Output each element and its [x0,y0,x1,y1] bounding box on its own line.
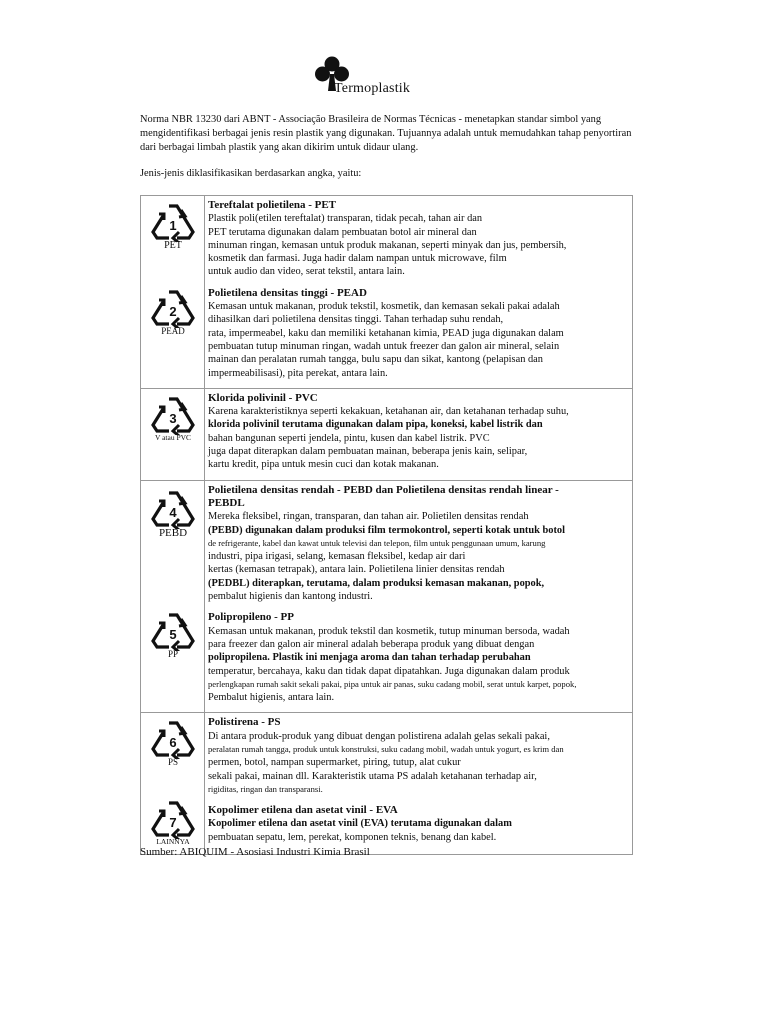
entry-line: perlengkapan rumah sakit sekali pakai, pipa untuk air panas, suku cadang mobil, serat untuk karpet, popok, [208,678,577,689]
entry-line: impermeabilisasi), pita perekat, antara lain. [208,367,388,379]
entry-eva [208,804,632,844]
entry-line: minuman ringan, kemasan untuk produk makanan, seperti minyak dan jus, pembersih, [208,239,567,251]
resin-code: 7 [169,815,177,831]
recycle-symbol-3 [149,395,197,442]
entry-line: kartu kredit, pipa untuk mesin cuci dan kotak makanan. [208,459,439,471]
recycle-symbol-4 [149,489,197,539]
table-row [141,713,633,855]
entry-title: Polipropileno - PP [208,611,294,624]
resin-code: 5 [169,626,177,642]
symbol-cell [141,388,205,480]
entry-line: pembuatan sepatu, lem, perekat, komponen teknis, benang dan kabel. [208,831,497,843]
symbol-cell [141,480,205,713]
classification-line: Jenis-jenis diklasifikasikan berdasarkan angka, yaitu: [140,168,362,179]
entry-line: polipropilena. Plastik ini menjaga aroma dan tahan terhadap perubahan [208,652,531,664]
entry-pvc [208,392,632,472]
intro-text [140,113,640,193]
entry-title: Polistirena - PS [208,716,281,729]
entry-pead [208,287,632,380]
entry-line: Mereka fleksibel, ringan, transparan, dan tahan air. Polietilen densitas rendah [208,511,529,523]
entry-pebd [208,484,632,604]
description-cell [205,480,633,713]
recycle-symbol-5 [149,611,197,659]
entry-line: de refrigerante, kabel dan kawat untuk televisi dan telepon, film untuk penggunaan umum, karung [208,537,546,548]
entry-line: pembuatan tutup minuman ringan, wadah untuk freezer dan galon air mineral, selain [208,340,560,352]
entry-line: Kemasan untuk makanan, produk tekstil dan kosmetik, tutup minuman bersoda, wadah [208,625,570,637]
symbol-cell [141,713,205,855]
entry-line: mainan dan peralatan rumah tangga, bulu sapu dan sikat, kantong (pelapisan dan [208,354,543,366]
resin-code: 6 [169,735,177,751]
page-title: Termoplastik [334,81,411,96]
resin-abbr: PEAD [161,326,185,336]
entry-line: industri, pipa irigasi, selang, kemasan fleksibel, kedap air dari [208,551,466,563]
table-row [141,388,633,480]
entry-pet [208,199,632,279]
entry-title: Tereftalat polietilena - PET [208,199,337,211]
entry-pp [208,611,632,704]
resin-abbr: PP [167,648,178,659]
entry-line: kertas (kemasan tetrapak), antara lain. Polietilena linier densitas rendah [208,564,505,576]
entry-line: rigiditas, ringan dan transparansi. [208,783,323,794]
description-cell [205,196,633,389]
entry-ps [208,716,632,796]
resin-abbr: V atau PVC [154,432,192,442]
entry-line: Pembalut higienis, antara lain. [208,692,335,704]
resin-abbr: PET [164,240,182,251]
source-note: Sumber: ABIQUIM - Asosiasi Industri Kimia Brasil [140,846,370,858]
entry-line: (PEDBL) diterapkan, terutama, dalam produksi kemasan makanan, popok, [208,577,545,589]
table-row [141,480,633,713]
entry-line: bahan bangunan seperti jendela, pintu, kusen dan kabel listrik. PVC [208,432,490,444]
entry-line: Karena karakteristiknya seperti kekakuan, ketahanan air, dan ketahanan terhadap suhu, [208,406,569,418]
entry-title: Polietilena densitas tinggi - PEAD [208,286,367,299]
table-row [141,196,633,389]
entry-line: klorida polivinil terutama digunakan dalam pipa, koneksi, kabel listrik dan [208,419,543,431]
recycle-symbol-1 [149,202,197,251]
entry-line: rata, impermeabel, kaku dan memiliki ketahanan kimia, PEAD juga digunakan dalam [208,327,564,339]
entry-line: permen, botol, nampan supermarket, piring, tutup, alat cukur [208,757,461,769]
recycle-symbol-6 [149,719,197,767]
resin-code-table [140,195,633,855]
entry-title: Polietilena densitas rendah - PEBD dan Polietilena densitas rendah linear - [208,483,559,496]
entry-line: sekali pakai, mainan dll. Karakteristik utama PS adalah ketahanan terhadap air, [208,770,537,782]
entry-line: untuk audio dan video, serat tekstil, antara lain. [208,266,405,278]
description-cell [205,388,633,480]
entry-title: Klorida polivinil - PVC [208,391,318,404]
description-cell [205,713,633,855]
resin-code: 3 [169,410,177,426]
entry-line: pembalut higienis dan kantong industri. [208,591,373,603]
entry-line: juga dapat diterapkan dalam pembuatan mainan, beberapa jenis kain, selipar, [208,446,528,458]
resin-code: 1 [169,218,177,233]
entry-title: Kopolimer etilena dan asetat vinil - EVA [208,804,398,817]
recycle-symbol-2 [149,288,197,336]
entry-line: temperatur, bercahaya, kaku dan tidak dapat dipatahkan. Juga digunakan dalam produk [208,665,570,677]
entry-line: Plastik poli(etilen tereftalat) transparan, tidak pecah, tahan air dan [208,213,483,225]
entry-line: (PEBD) digunakan dalam produksi film termokontrol, seperti kotak untuk botol [208,524,566,536]
entry-line: Di antara produk-produk yang dibuat dengan polistirena adalah gelas sekali pakai, [208,730,550,742]
resin-abbr: PEBD [158,526,188,539]
resin-abbr: PS [167,757,178,768]
entry-line: PET terutama digunakan dalam pembuatan botol air mineral dan [208,226,477,238]
resin-code: 4 [169,504,177,520]
resin-code: 2 [169,304,177,319]
entry-line: para freezer dan galon air mineral adalah beberapa produk yang dibuat dengan [208,638,535,650]
entry-line: Kopolimer etilena dan asetat vinil (EVA) terutama digunakan dalam [208,818,512,830]
symbol-cell [141,196,205,389]
intro-paragraph: Norma NBR 13230 dari ABNT - Associação Brasileira de Normas Técnicas - menetapkan standar simbol yang mengidentifikasi berbagai jenis resin plastik yang digunakan. Tujuannya adalah untuk memudahkan tahap penyortiran dari berbagai limbah plastik yang akan dikirim untuk didaur ulang. [140,114,632,153]
recycle-symbol-7 [149,799,197,846]
entry-line: dihasilkan dari polietilena densitas tinggi. Tahan terhadap suhu rendah, [208,314,504,326]
resin-abbr: LAINNYA [156,837,190,847]
entry-line: peralatan rumah tangga, produk untuk konstruksi, suku cadang mobil, wadah untuk yogurt, es krim dan [208,743,564,754]
entry-title-continued: PEBDL [208,496,245,509]
entry-line: Kemasan untuk makanan, produk tekstil, kosmetik, dan kemasan sekali pakai adalah [208,301,560,313]
entry-line: kosmetik dan farmasi. Juga hadir dalam nampan untuk microwave, film [208,253,507,265]
